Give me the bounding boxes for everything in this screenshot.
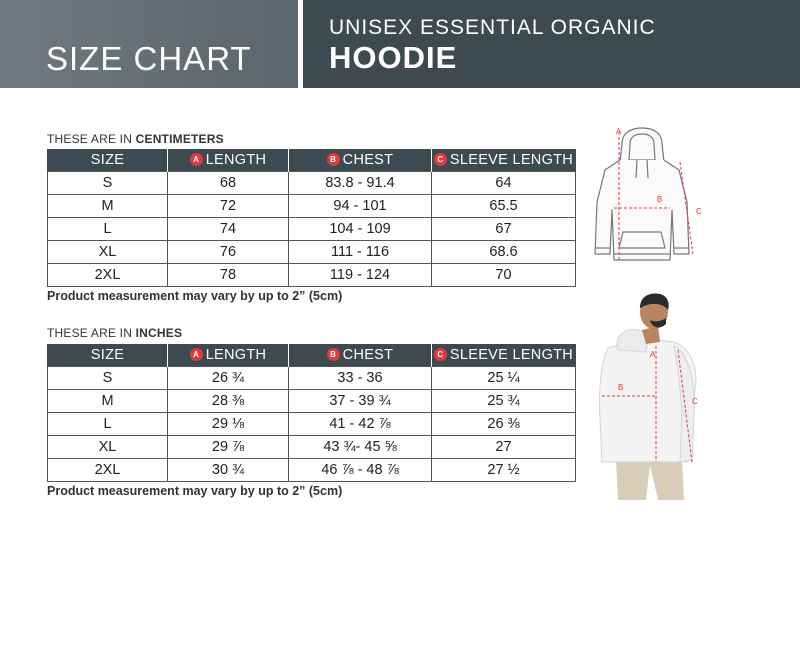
cell-sleeve: 25 ¼: [432, 366, 576, 389]
cell-size: 2XL: [48, 263, 168, 286]
marker-c-icon: C: [434, 348, 447, 361]
cell-chest: 43 ¾- 45 ⅝: [289, 435, 432, 458]
cell-length: 72: [168, 194, 289, 217]
cell-length: 26 ¾: [168, 366, 289, 389]
header-left-panel: [0, 0, 298, 88]
cell-chest: 46 ⅞ - 48 ⅞: [289, 458, 432, 481]
table-row: [48, 366, 576, 389]
cell-sleeve: 65.5: [432, 194, 576, 217]
photo-label-a: A: [650, 350, 656, 359]
cm-measurement-note: Product measurement may vary by up to 2” (5cm): [47, 289, 343, 303]
in-size-table: [47, 344, 576, 482]
header-length: A LENGTH: [168, 149, 289, 171]
cell-chest: 41 - 42 ⅞: [289, 412, 432, 435]
table-row: [48, 240, 576, 263]
cell-chest: 37 - 39 ¾: [289, 389, 432, 412]
model-photo: [588, 290, 718, 500]
table-header-row: [48, 344, 576, 366]
marker-c-icon: C: [434, 153, 447, 166]
photo-label-b: B: [618, 383, 624, 392]
cell-length: 76: [168, 240, 289, 263]
product-subtitle: UNISEX ESSENTIAL ORGANIC: [329, 16, 656, 39]
cell-sleeve: 27 ½: [432, 458, 576, 481]
cell-sleeve: 67: [432, 217, 576, 240]
cell-length: 29 ⅛: [168, 412, 289, 435]
marker-b-icon: B: [327, 348, 340, 361]
cell-size: XL: [48, 240, 168, 263]
marker-b-icon: B: [327, 153, 340, 166]
cell-sleeve: 27: [432, 435, 576, 458]
cm-section-label: [47, 132, 224, 146]
header-size: SIZE: [48, 344, 168, 366]
cell-size: L: [48, 217, 168, 240]
photo-label-c: C: [692, 397, 698, 406]
cell-sleeve: 68.6: [432, 240, 576, 263]
cell-length: 74: [168, 217, 289, 240]
marker-a-icon: A: [190, 153, 203, 166]
table-row: [48, 458, 576, 481]
cell-size: S: [48, 171, 168, 194]
diagram-label-c: C: [696, 207, 702, 216]
table-header-row: [48, 149, 576, 171]
cm-label-unit: CENTIMETERS: [135, 132, 224, 146]
table-row: [48, 263, 576, 286]
table-row: [48, 194, 576, 217]
diagram-label-a: A: [616, 127, 622, 136]
cell-length: 30 ¾: [168, 458, 289, 481]
cell-size: S: [48, 366, 168, 389]
cell-sleeve: 70: [432, 263, 576, 286]
header-chest: B CHEST: [289, 344, 432, 366]
cm-label-prefix: THESE ARE IN: [47, 132, 136, 146]
cell-chest: 94 - 101: [289, 194, 432, 217]
cell-length: 29 ⅞: [168, 435, 289, 458]
table-row: [48, 171, 576, 194]
table-row: [48, 389, 576, 412]
in-section-label: [47, 326, 182, 340]
header-size: SIZE: [48, 149, 168, 171]
in-label-prefix: THESE ARE IN: [47, 326, 136, 340]
cell-length: 78: [168, 263, 289, 286]
header-length: A LENGTH: [168, 344, 289, 366]
product-name: HOODIE: [329, 40, 458, 75]
cell-chest: 33 - 36: [289, 366, 432, 389]
cell-sleeve: 26 ⅜: [432, 412, 576, 435]
cell-size: XL: [48, 435, 168, 458]
diagram-label-b: B: [657, 195, 663, 204]
header-sleeve-length: C SLEEVE LENGTH: [432, 149, 576, 171]
hoodie-diagram: [585, 122, 735, 282]
header-sleeve-length: C SLEEVE LENGTH: [432, 344, 576, 366]
in-measurement-note: Product measurement may vary by up to 2” (5cm): [47, 484, 343, 498]
header-right-panel: [303, 0, 800, 88]
table-row: [48, 217, 576, 240]
marker-a-icon: A: [190, 348, 203, 361]
cell-sleeve: 64: [432, 171, 576, 194]
cell-chest: 111 - 116: [289, 240, 432, 263]
cell-chest: 119 - 124: [289, 263, 432, 286]
cell-chest: 104 - 109: [289, 217, 432, 240]
cm-size-table: [47, 149, 576, 287]
table-row: [48, 435, 576, 458]
header-chest: B CHEST: [289, 149, 432, 171]
cell-sleeve: 25 ¾: [432, 389, 576, 412]
table-row: [48, 412, 576, 435]
cell-size: M: [48, 389, 168, 412]
in-label-unit: INCHES: [135, 326, 183, 340]
cell-size: 2XL: [48, 458, 168, 481]
cell-size: M: [48, 194, 168, 217]
cell-chest: 83.8 - 91.4: [289, 171, 432, 194]
cell-length: 28 ⅜: [168, 389, 289, 412]
size-chart-title: SIZE CHART: [46, 40, 252, 77]
cell-size: L: [48, 412, 168, 435]
cell-length: 68: [168, 171, 289, 194]
